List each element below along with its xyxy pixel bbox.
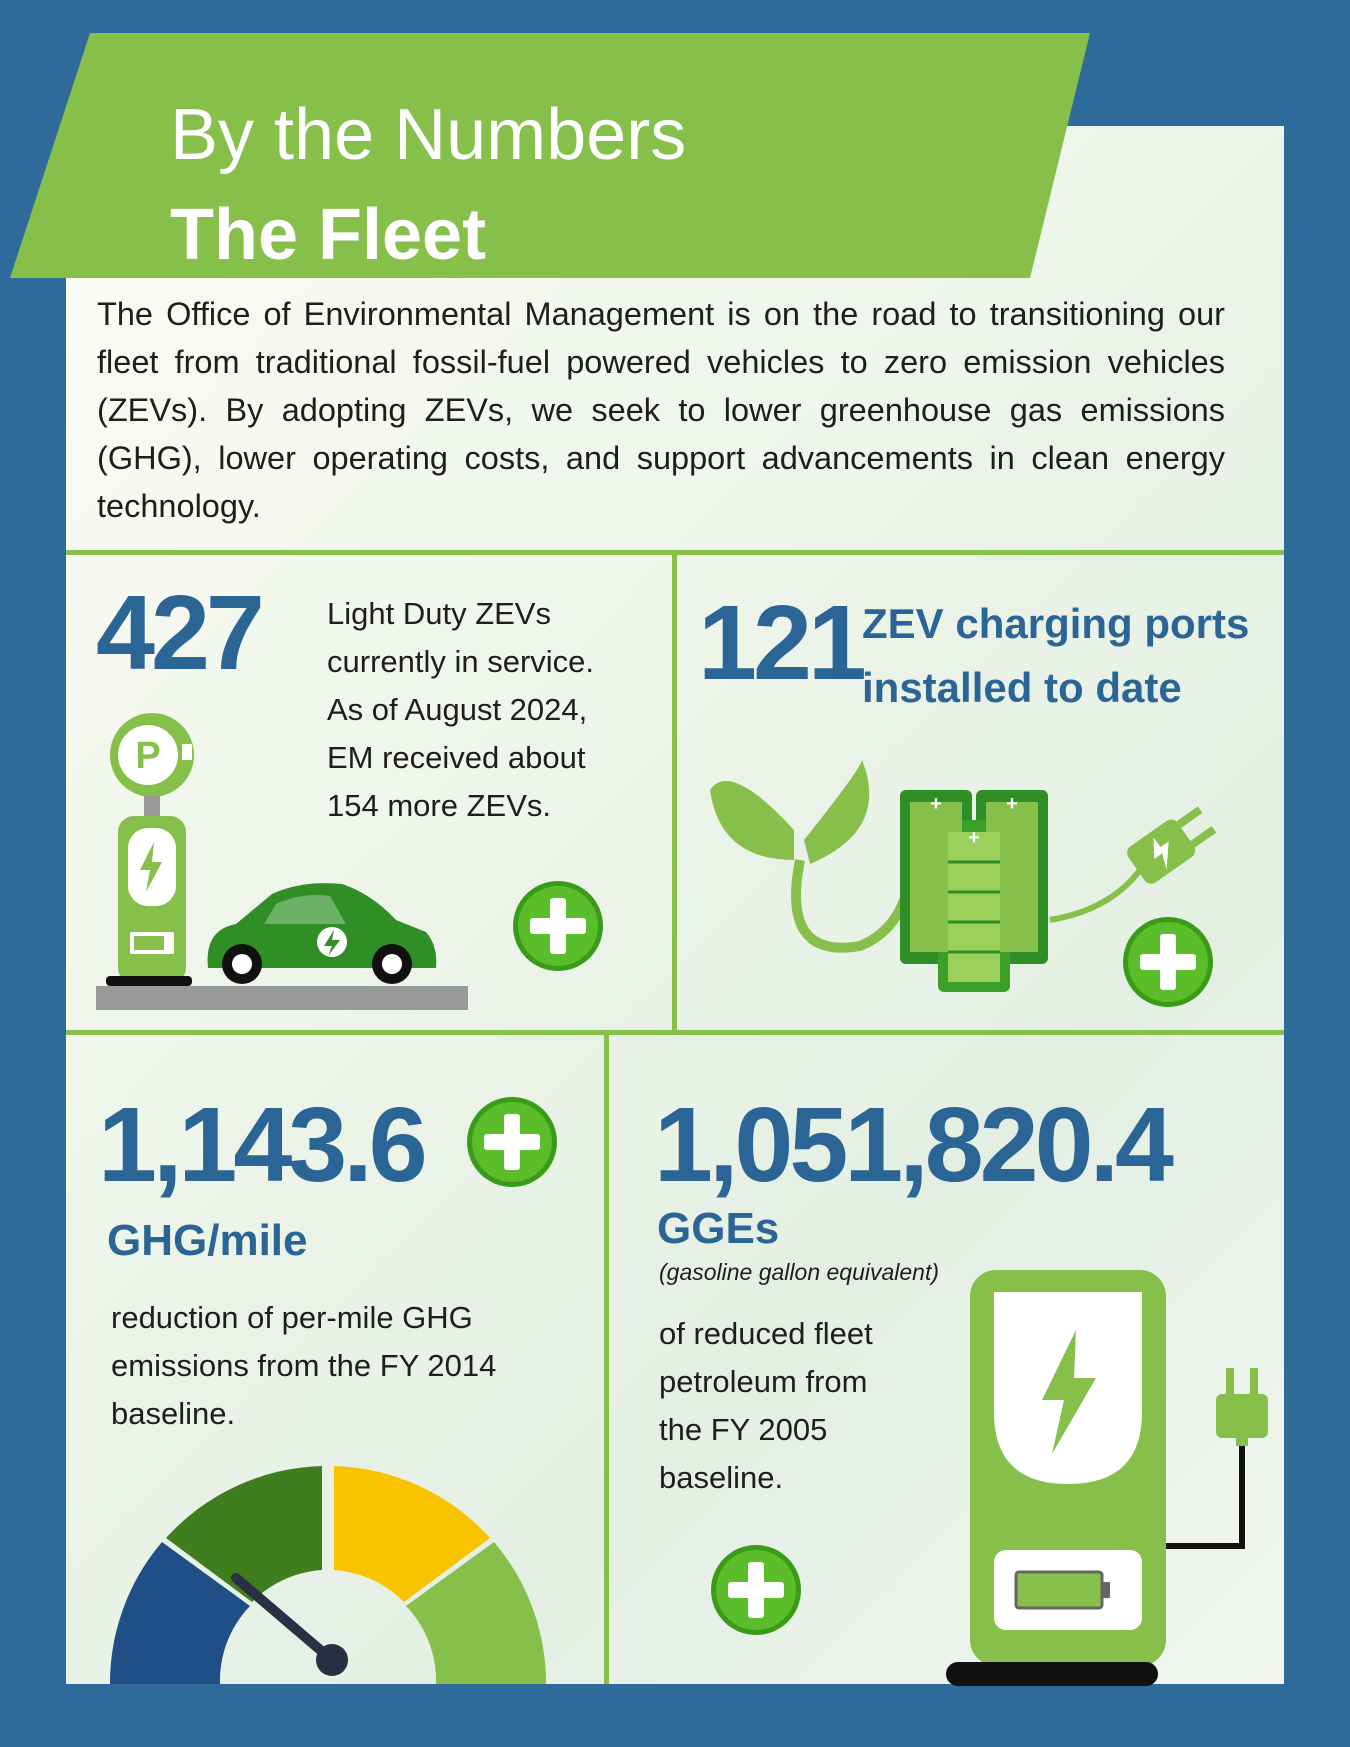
charging-station-icon (946, 1270, 1270, 1686)
ghg-unit: GHG/mile (107, 1216, 308, 1265)
svg-text:+: + (1006, 793, 1018, 815)
parking-letter: P (135, 735, 161, 777)
zev-count: 427 (96, 574, 261, 692)
gge-reduction-value: 1,051,820.4 (654, 1086, 1170, 1204)
plus-icon-2 (1122, 916, 1214, 1008)
speedometer-icon (110, 1466, 546, 1684)
plus-icon-3 (466, 1096, 558, 1188)
page-title: By the Numbers (170, 95, 687, 175)
ghg-description: reduction of per-mile GHG emissions from the FY 2014 baseline. (111, 1300, 497, 1431)
parking-charger-car-icon (96, 710, 476, 1010)
svg-text:+: + (930, 793, 942, 815)
gge-note: (gasoline gallon equivalent) (659, 1259, 940, 1285)
divider-vertical-top (672, 550, 677, 1030)
intro-paragraph: The Office of Environmental Management is on the road to transitioning our fleet from traditional fossil-fuel powered vehicles to zero emission vehicles (ZEVs). By adopting ZEVs, we seek to lower greenhouse gas emissions (GHG), lower operating costs, and support advancements in clean energy technology. (97, 296, 1225, 524)
plus-icon (512, 880, 604, 972)
divider-middle (66, 1030, 1284, 1035)
charging-port-description: ZEV charging ports installed to date (862, 600, 1250, 711)
page-subtitle: The Fleet (170, 195, 487, 275)
charging-port-count: 121 (698, 584, 863, 702)
plus-icon-4 (710, 1544, 802, 1636)
ghg-reduction-value: 1,143.6 (98, 1086, 424, 1204)
title-banner (10, 33, 1090, 278)
divider-vertical-bottom (604, 1030, 609, 1684)
zev-description: Light Duty ZEVs currently in service. As of August 2024, EM received about 154 more ZEVs. (327, 596, 595, 823)
svg-text:+: + (968, 827, 980, 849)
gge-description: of reduced fleet petroleum from the FY 2005 baseline. (659, 1316, 873, 1495)
gge-unit: GGEs (657, 1204, 780, 1253)
